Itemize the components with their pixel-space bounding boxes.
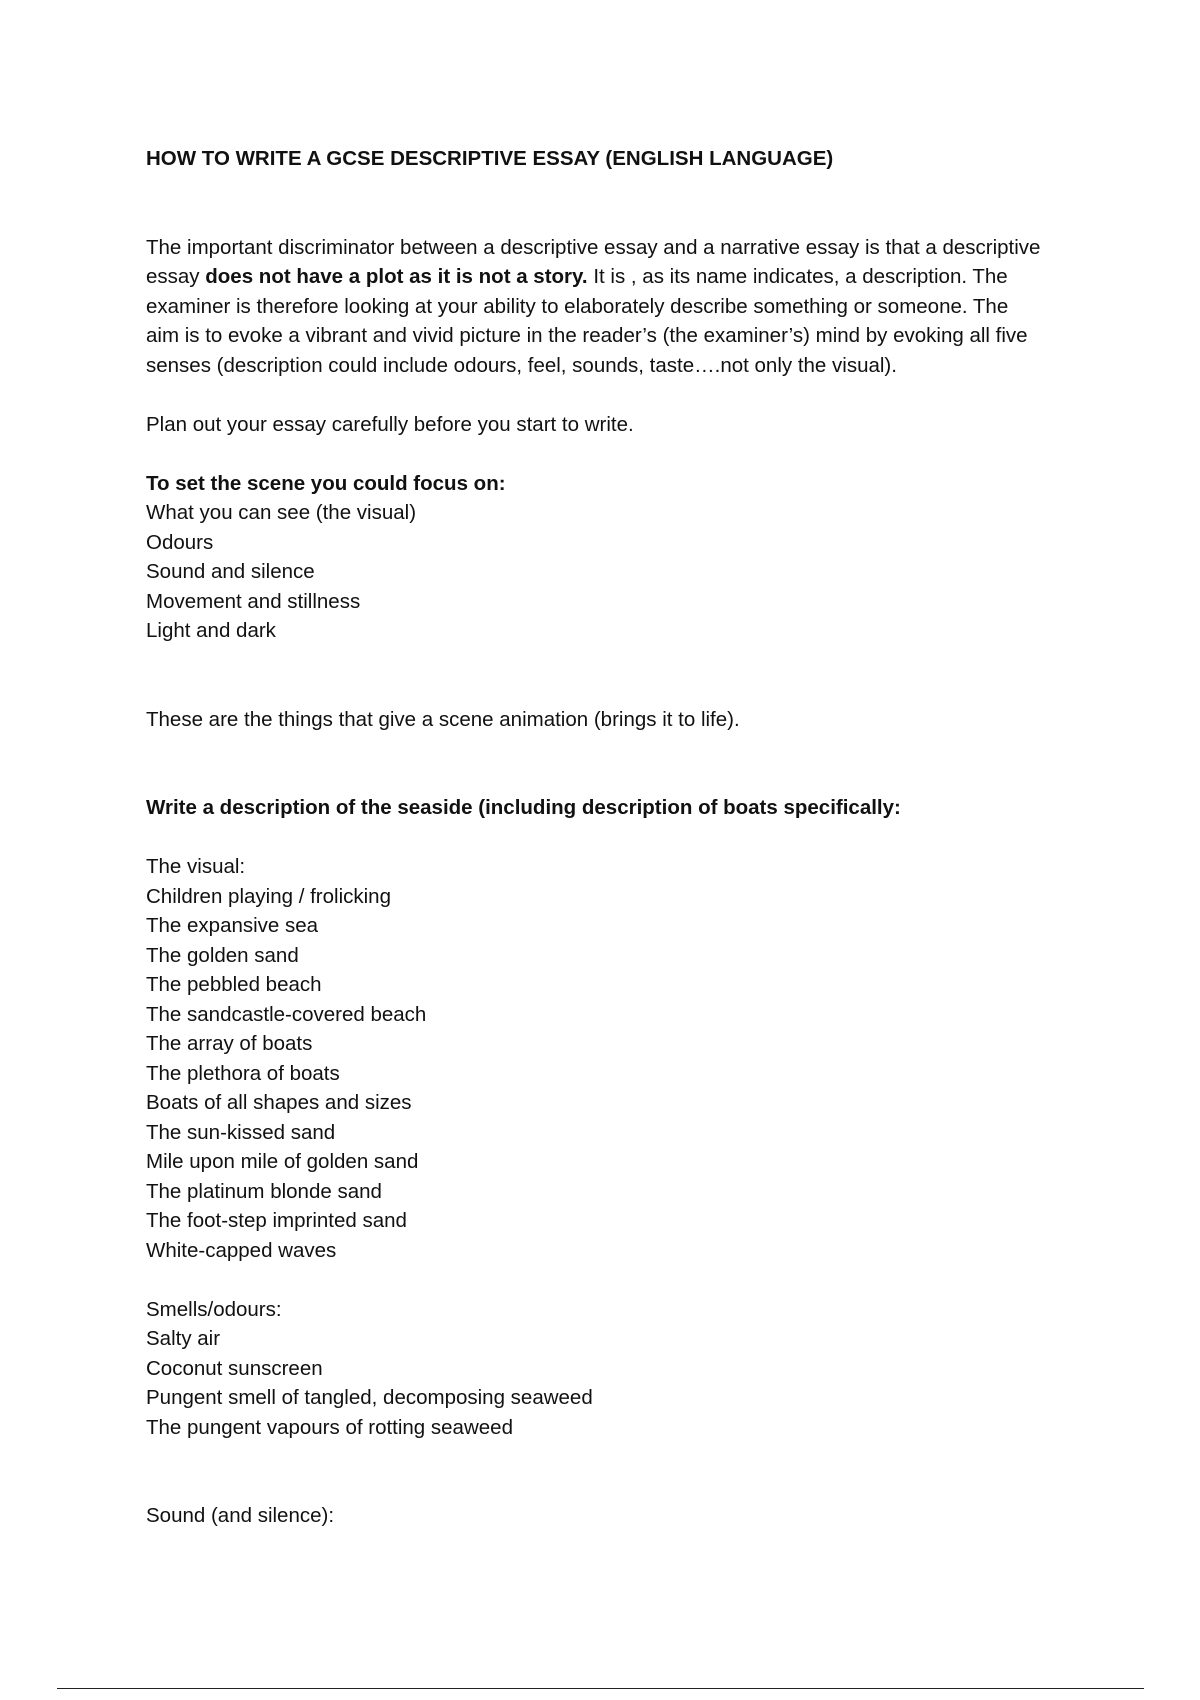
scene-heading: To set the scene you could focus on:	[146, 471, 506, 495]
list-item: The platinum blonde sand	[146, 1179, 382, 1203]
list-item: The foot-step imprinted sand	[146, 1209, 407, 1232]
list-item: The sandcastle-covered beach	[146, 1002, 427, 1026]
document-title: HOW TO WRITE A GCSE DESCRIPTIVE ESSAY (ENGLISH LANGUAGE)	[146, 147, 834, 170]
list-item: Odours	[146, 530, 214, 554]
footer-divider	[57, 1688, 1144, 1689]
list-item: Children playing / frolicking	[146, 884, 391, 908]
scene-list	[146, 498, 1046, 646]
sound-heading: Sound (and silence):	[146, 1504, 335, 1527]
intro-paragraph	[146, 233, 1046, 381]
task-heading: Write a description of the seaside (including description of boats specifically:	[146, 796, 901, 819]
plan-note: Plan out your essay carefully before you start to write.	[146, 412, 634, 436]
list-item: The golden sand	[146, 943, 299, 967]
list-item: The pebbled beach	[146, 973, 322, 996]
list-item: Mile upon mile of golden sand	[146, 1150, 419, 1173]
list-item: Light and dark	[146, 619, 276, 642]
list-item: Pungent smell of tangled, decomposing seaweed	[146, 1386, 593, 1409]
list-item: The sun-kissed sand	[146, 1120, 336, 1144]
smells-list	[146, 1324, 1046, 1442]
list-item: Boats of all shapes and sizes	[146, 1091, 412, 1114]
list-item: The pungent vapours of rotting seaweed	[146, 1415, 513, 1439]
list-item: What you can see (the visual)	[146, 501, 417, 524]
list-item: The array of boats	[146, 1032, 313, 1055]
smells-heading: Smells/odours:	[146, 1297, 282, 1321]
intro-text-part2: It is , as its name indicates, a description. The examiner is therefore looking at your ability to elaborately describe something or someone. The aim is to evoke a vibrant and vivid picture in the reader’s (the examiner’s) mind by evoking all five senses (description could include odours, feel, sounds, taste….not only the visual).	[146, 265, 1028, 377]
animation-note: These are the things that give a scene animation (brings it to life).	[146, 707, 740, 731]
document-body	[146, 144, 1046, 1531]
list-item: White-capped waves	[146, 1238, 337, 1262]
list-item: Movement and stillness	[146, 589, 361, 613]
list-item: The plethora of boats	[146, 1061, 340, 1085]
list-item: The expansive sea	[146, 914, 319, 937]
visual-heading: The visual:	[146, 855, 246, 878]
list-item: Salty air	[146, 1327, 221, 1350]
list-item: Coconut sunscreen	[146, 1356, 323, 1380]
intro-bold-text: does not have a plot as it is not a story.	[205, 265, 588, 288]
list-item: Sound and silence	[146, 560, 315, 583]
visual-list	[146, 882, 1046, 1266]
intro-text-part1: The important discriminator between a descriptive essay and a narrative essay is that a descriptive essay	[146, 235, 1041, 288]
